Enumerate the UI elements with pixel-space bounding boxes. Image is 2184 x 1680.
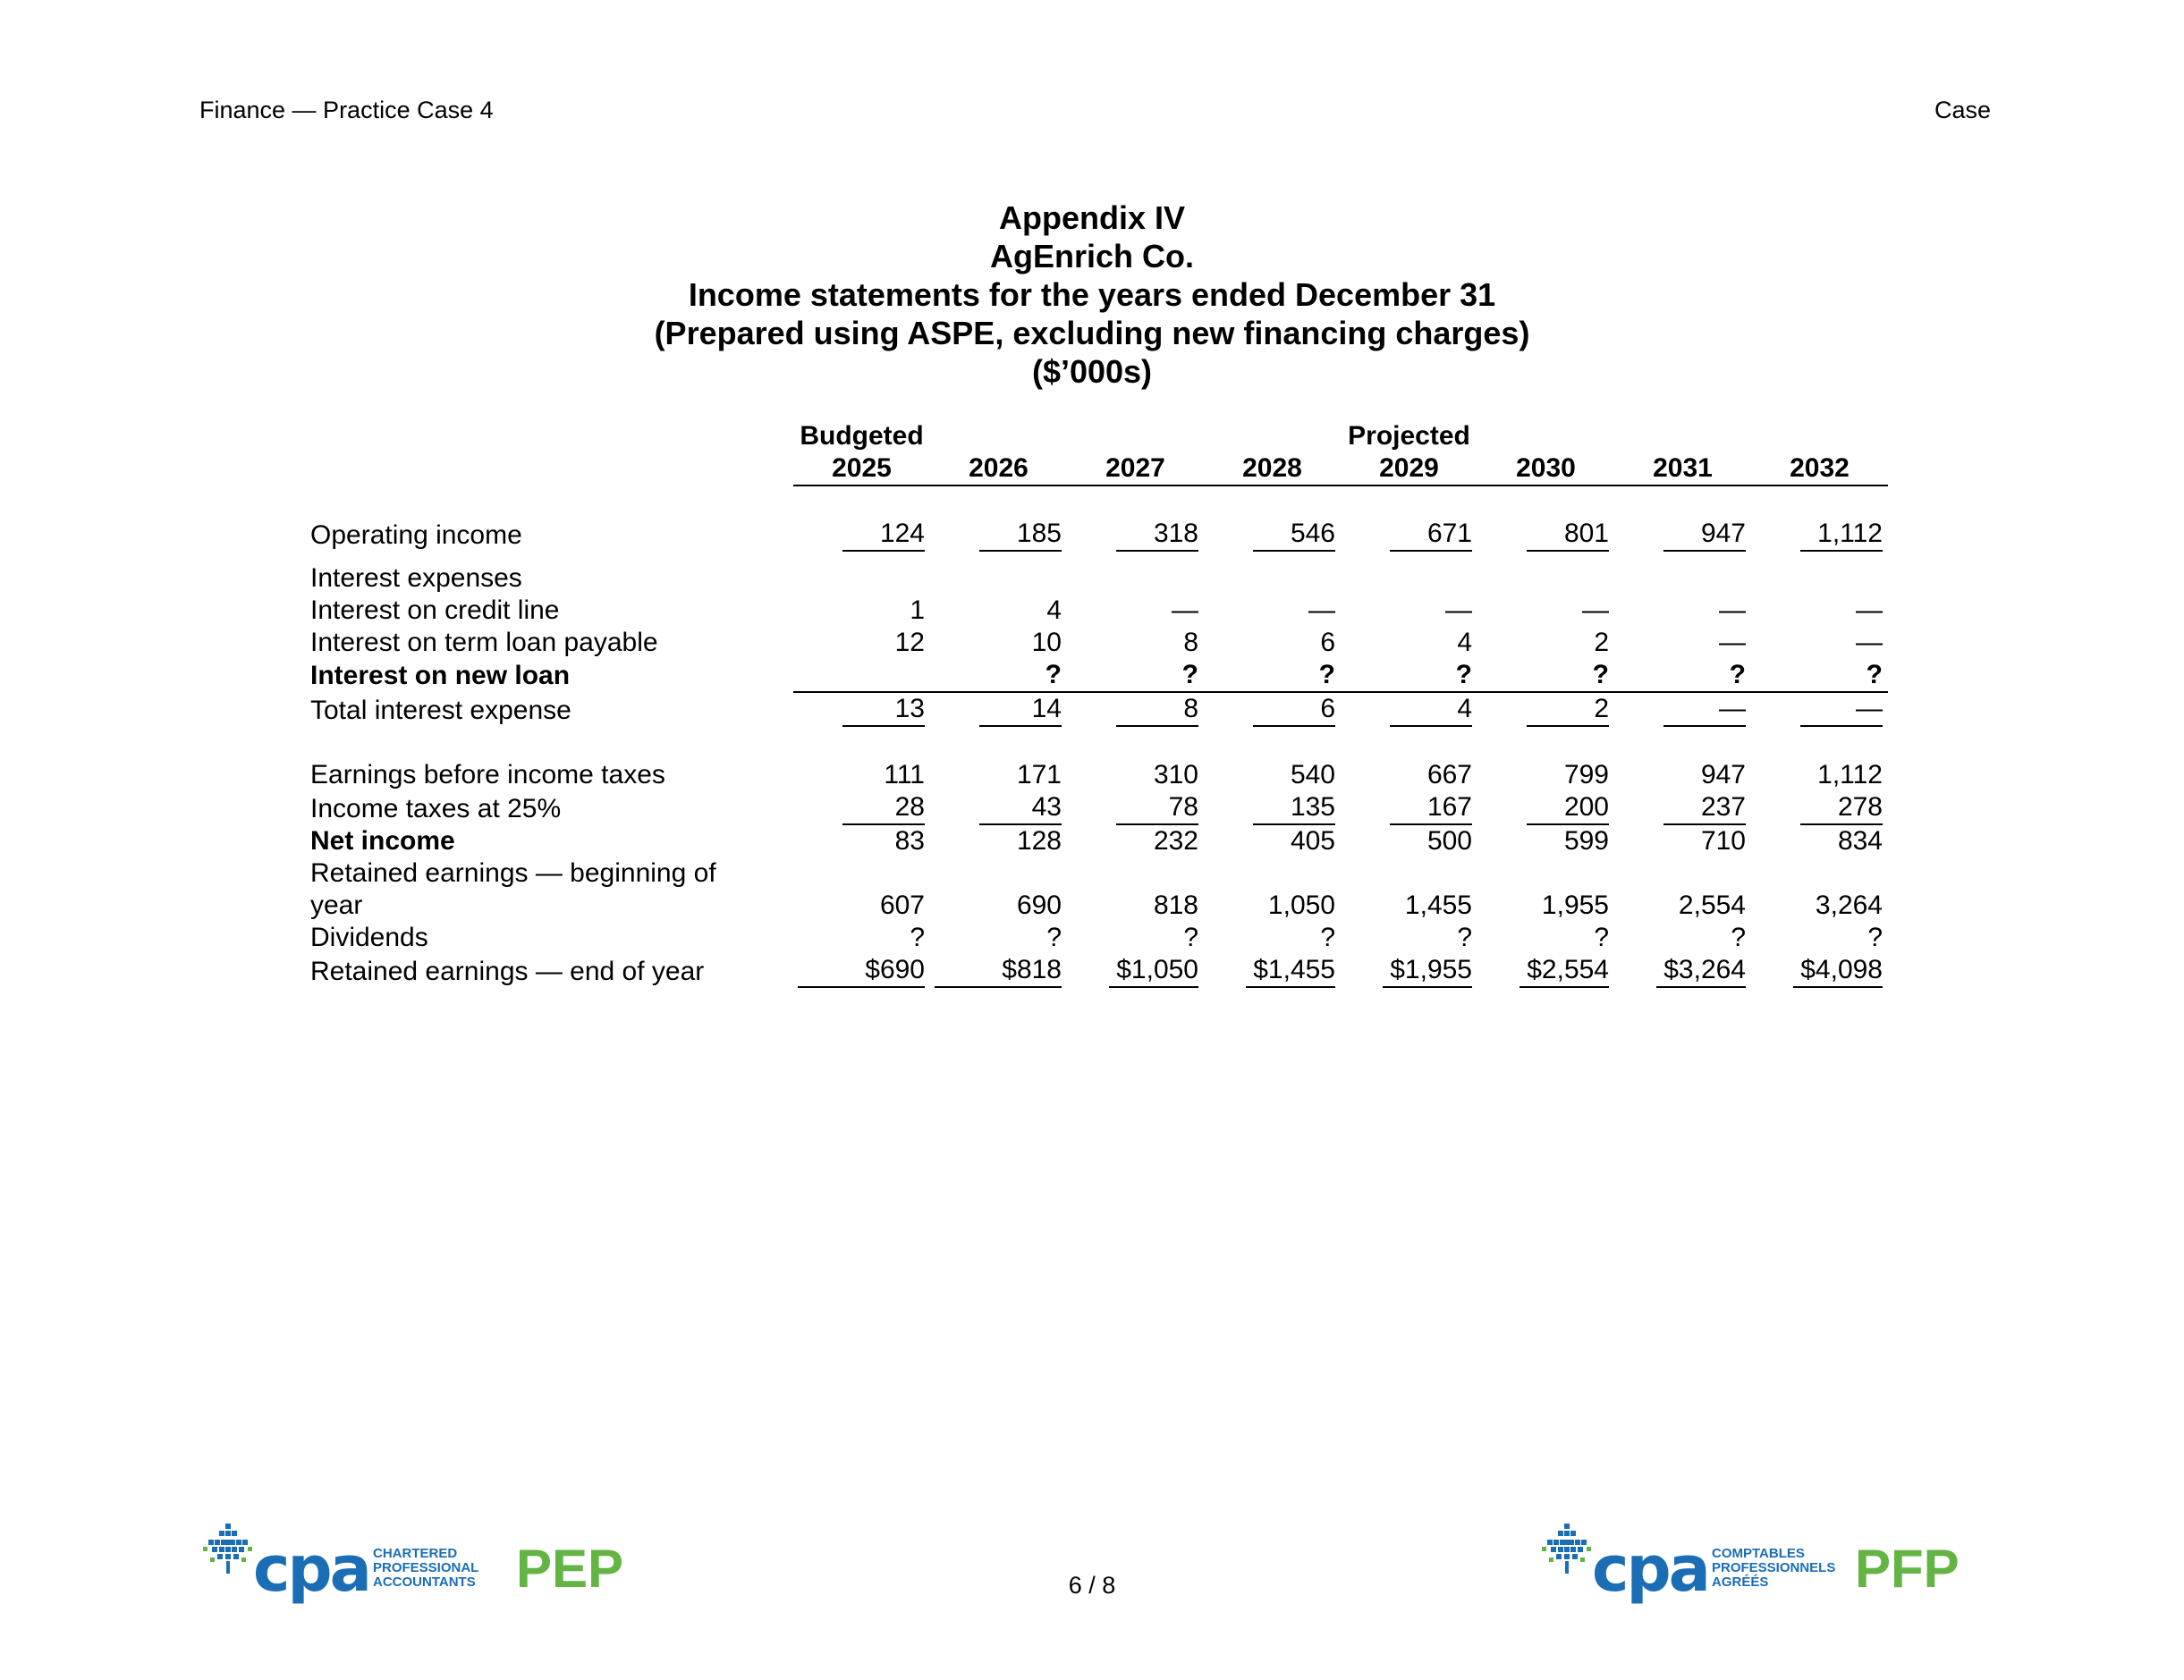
value-cell (1067, 595, 1204, 627)
value-text: 8 (1116, 693, 1198, 727)
value-text: — (1719, 628, 1746, 657)
row-term-loan (310, 627, 1888, 659)
value-cell (1477, 825, 1614, 857)
value-text: ? (1729, 660, 1746, 689)
value-cell (793, 659, 930, 692)
value-cell (1204, 627, 1341, 659)
row-re-begin-label (310, 857, 1888, 890)
value-text: 111 (884, 760, 925, 789)
value-cell (1751, 890, 1888, 922)
value-text: 690 (1016, 891, 1062, 920)
value-cell (1614, 692, 1751, 727)
row-credit-line (310, 595, 1888, 627)
value-text: 8 (1183, 628, 1198, 657)
maple-leaf-icon (1540, 1520, 1594, 1583)
appendix-title: Appendix IV (998, 199, 1186, 236)
value-cell (1341, 595, 1477, 627)
value-text: $4,098 (1793, 954, 1883, 988)
value-cell (1614, 825, 1751, 857)
value-text: 834 (1837, 826, 1883, 856)
statement-units: ($’000s) (1031, 353, 1153, 390)
tagline-line: AGRÉÉS (1712, 1574, 1769, 1590)
value-cell (1067, 692, 1204, 727)
value-text: 947 (1663, 518, 1746, 552)
value-text: ? (910, 923, 925, 952)
value-text: ? (1318, 660, 1335, 689)
value-text: 6 (1253, 693, 1335, 727)
value-cell (1341, 825, 1477, 857)
value-cell (1477, 759, 1614, 791)
value-text: 1,955 (1541, 891, 1609, 920)
row-label: Interest on credit line (310, 595, 560, 625)
value-text: — (1856, 628, 1883, 657)
value-text: 232 (1153, 826, 1198, 856)
value-text: 28 (842, 791, 925, 825)
value-cell (793, 595, 930, 627)
value-cell (793, 954, 930, 988)
pep-mark: PEP (516, 1539, 624, 1599)
row-label: Interest on new loan (310, 661, 571, 690)
value-text: — (1663, 693, 1746, 727)
value-text: 405 (1290, 826, 1335, 856)
value-text: 1,112 (1800, 518, 1883, 552)
value-cell (793, 692, 930, 727)
value-text: ? (1455, 660, 1472, 689)
year-header: 2032 (1751, 452, 1888, 485)
value-cell (1204, 518, 1341, 552)
income-statement-table (310, 420, 1888, 988)
value-cell (1614, 954, 1751, 988)
value-text: 4 (1390, 693, 1472, 727)
value-cell (1751, 595, 1888, 627)
value-cell (793, 890, 930, 922)
value-cell (1204, 791, 1341, 825)
value-cell (930, 759, 1067, 791)
value-text: 3,264 (1815, 891, 1883, 920)
value-cell (793, 518, 930, 552)
value-text: 43 (979, 791, 1062, 825)
value-text: ? (1457, 923, 1472, 952)
year-header: 2030 (1477, 452, 1614, 485)
value-text: 10 (1031, 628, 1062, 657)
row-taxes (310, 791, 1888, 825)
value-cell (930, 825, 1067, 857)
value-cell (1067, 659, 1204, 692)
value-text: $ 818 (935, 954, 1062, 988)
value-text: 4 (1457, 628, 1472, 657)
value-text: — (1800, 693, 1883, 727)
value-cell (1341, 954, 1477, 988)
value-cell (1204, 692, 1341, 727)
year-header: 2027 (1067, 452, 1204, 485)
value-cell (1341, 890, 1477, 922)
value-cell (930, 954, 1067, 988)
value-text: — (1172, 595, 1198, 625)
value-text: 1 (910, 595, 925, 625)
tagline-line: COMPTABLES (1712, 1546, 1805, 1561)
value-cell (1751, 692, 1888, 727)
value-text: ? (1045, 660, 1062, 689)
value-text: ? (1320, 923, 1335, 952)
value-cell (930, 890, 1067, 922)
value-text: 6 (1320, 628, 1335, 657)
value-cell (1477, 922, 1614, 954)
row-ebt (310, 759, 1888, 791)
value-text: 671 (1390, 518, 1472, 552)
row-label: Dividends (310, 923, 428, 952)
value-text: 599 (1563, 826, 1609, 856)
value-cell (1751, 922, 1888, 954)
value-text: 13 (842, 693, 925, 727)
value-text: ? (1731, 923, 1746, 952)
value-cell (1751, 954, 1888, 988)
value-cell (1341, 922, 1477, 954)
value-text: $1,050 (1109, 954, 1198, 988)
row-dividends (310, 922, 1888, 954)
value-cell (1204, 759, 1341, 791)
value-cell (1067, 791, 1204, 825)
value-text: 500 (1426, 826, 1472, 856)
row-re-end (310, 954, 1888, 988)
tagline-line: PROFESSIONNELS (1712, 1560, 1836, 1575)
value-cell (793, 791, 930, 825)
value-text: 171 (1016, 760, 1062, 789)
row-label: Total interest expense (310, 696, 571, 725)
value-text: ? (1867, 923, 1883, 952)
value-cell (1614, 791, 1751, 825)
value-text: ? (1594, 923, 1609, 952)
appendix-titles (0, 198, 2184, 391)
value-cell (1341, 659, 1477, 692)
value-cell (1477, 659, 1614, 692)
value-text: 801 (1527, 518, 1609, 552)
value-cell (1067, 890, 1204, 922)
value-cell (1477, 518, 1614, 552)
value-cell (930, 692, 1067, 727)
value-text: 710 (1700, 826, 1746, 856)
value-cell (930, 518, 1067, 552)
cpa-wordmark: cpa (1592, 1532, 1708, 1606)
value-text: 667 (1426, 760, 1472, 789)
value-text: 2 (1594, 628, 1609, 657)
value-cell (1204, 954, 1341, 988)
value-text: 799 (1563, 760, 1609, 789)
value-text: — (1445, 595, 1472, 625)
value-text: 185 (979, 518, 1062, 552)
tagline-line: ACCOUNTANTS (373, 1574, 476, 1590)
value-text: 237 (1663, 791, 1746, 825)
value-text: 546 (1253, 518, 1335, 552)
value-text: ? (1592, 660, 1609, 689)
row-label: Interest expenses (310, 563, 522, 593)
value-text: ? (1181, 660, 1198, 689)
value-text: 135 (1253, 791, 1335, 825)
value-text: 2,554 (1678, 891, 1746, 920)
value-text: ? (1866, 660, 1883, 689)
value-cell (1751, 825, 1888, 857)
value-text: 1,050 (1267, 891, 1335, 920)
value-cell (1341, 627, 1477, 659)
value-cell (1477, 692, 1614, 727)
value-text: 12 (894, 628, 925, 657)
value-cell (1477, 890, 1614, 922)
value-cell (1477, 954, 1614, 988)
value-cell (1067, 627, 1204, 659)
value-cell (1751, 627, 1888, 659)
value-cell (1614, 890, 1751, 922)
value-text: 83 (894, 826, 925, 856)
value-cell (1477, 791, 1614, 825)
statement-title: Income statements for the years ended December 31 (688, 276, 1496, 313)
cpa-tagline (1712, 1547, 1835, 1590)
value-text: 818 (1153, 891, 1198, 920)
cpa-wordmark: cpa (253, 1532, 369, 1606)
value-cell (1204, 825, 1341, 857)
value-text: — (1856, 595, 1883, 625)
row-label: Earnings before income taxes (310, 760, 665, 789)
value-cell (1341, 759, 1477, 791)
value-text: 540 (1290, 760, 1335, 789)
row-label: Retained earnings — beginning of (310, 858, 716, 888)
value-cell (1614, 518, 1751, 552)
row-label: Net income (310, 826, 455, 856)
row-operating-income (310, 518, 1888, 552)
value-cell (1614, 759, 1751, 791)
value-cell (1067, 825, 1204, 857)
value-text: 128 (1016, 826, 1062, 856)
value-cell (1341, 692, 1477, 727)
row-label: year (310, 891, 363, 920)
value-cell (1204, 922, 1341, 954)
value-cell (1614, 627, 1751, 659)
value-cell (930, 659, 1067, 692)
value-cell (930, 922, 1067, 954)
value-cell (1751, 759, 1888, 791)
value-cell (1614, 659, 1751, 692)
year-header: 2029 (1341, 452, 1477, 485)
value-text: 78 (1116, 791, 1198, 825)
value-cell (793, 759, 930, 791)
value-text: 947 (1700, 760, 1746, 789)
row-label: Income taxes at 25% (310, 794, 562, 823)
value-cell (1751, 518, 1888, 552)
value-cell (1614, 922, 1751, 954)
value-cell (1067, 759, 1204, 791)
row-label: Operating income (310, 520, 522, 550)
year-header: 2026 (930, 452, 1067, 485)
value-cell (793, 825, 930, 857)
value-cell (1341, 518, 1477, 552)
value-text: $3,264 (1656, 954, 1746, 988)
value-cell (930, 791, 1067, 825)
value-cell (1614, 595, 1751, 627)
value-text: $1,955 (1383, 954, 1472, 988)
value-cell (930, 595, 1067, 627)
value-cell (1067, 518, 1204, 552)
row-re-begin (310, 890, 1888, 922)
value-cell (1341, 791, 1477, 825)
value-text: 2 (1527, 693, 1609, 727)
value-text: $1,455 (1246, 954, 1335, 988)
dollar-sign: $ (1002, 955, 1017, 984)
row-label: Interest on term loan payable (310, 628, 658, 657)
value-text: 167 (1390, 791, 1472, 825)
value-cell (1067, 954, 1204, 988)
value-text: $ 690 (798, 954, 925, 988)
group-budgeted: Budgeted (800, 421, 924, 451)
value-cell (1477, 595, 1614, 627)
value-cell (1477, 627, 1614, 659)
page-number: 6 / 8 (1068, 1572, 1116, 1599)
value-cell (930, 627, 1067, 659)
pfp-mark: PFP (1855, 1539, 1960, 1599)
group-projected: Projected (1348, 421, 1470, 451)
value-cell (1204, 890, 1341, 922)
value-text: ? (1046, 923, 1062, 952)
value-text: 200 (1527, 791, 1609, 825)
value-text: — (1582, 595, 1609, 625)
value-cell (1204, 659, 1341, 692)
value-text: 1,112 (1817, 760, 1883, 789)
value-text: 318 (1116, 518, 1198, 552)
year-header: 2031 (1614, 452, 1751, 485)
value-cell (1751, 659, 1888, 692)
header-left: Finance — Practice Case 4 (199, 97, 494, 123)
year-header: 2025 (793, 452, 930, 485)
tagline-line: PROFESSIONAL (373, 1560, 479, 1575)
value-text: ? (1183, 923, 1198, 952)
dollar-sign: $ (865, 955, 880, 984)
value-text: — (1719, 595, 1746, 625)
value-cell (793, 627, 930, 659)
value-cell (1204, 595, 1341, 627)
value-text: 607 (879, 891, 925, 920)
value-text: 1,455 (1404, 891, 1472, 920)
value-text: 4 (1046, 595, 1062, 625)
value-cell (1067, 922, 1204, 954)
company-name: AgEnrich Co. (989, 238, 1194, 274)
row-total-interest (310, 692, 1888, 727)
value-text: 278 (1800, 791, 1883, 825)
value-text: — (1308, 595, 1335, 625)
row-net-income (310, 825, 1888, 857)
value-cell (793, 922, 930, 954)
header-right: Case (1934, 97, 1992, 123)
value-text: 14 (979, 693, 1062, 727)
value-text: $2,554 (1519, 954, 1609, 988)
statement-basis: (Prepared using ASPE, excluding new financing charges) (654, 315, 1530, 351)
year-header: 2028 (1204, 452, 1341, 485)
tagline-line: CHARTERED (373, 1546, 458, 1561)
value-cell (1751, 791, 1888, 825)
value-text: 310 (1153, 760, 1198, 789)
value-text: 124 (842, 518, 925, 552)
row-label: Retained earnings — end of year (310, 957, 705, 986)
row-interest-expenses (310, 562, 1888, 595)
row-new-loan (310, 659, 1888, 692)
